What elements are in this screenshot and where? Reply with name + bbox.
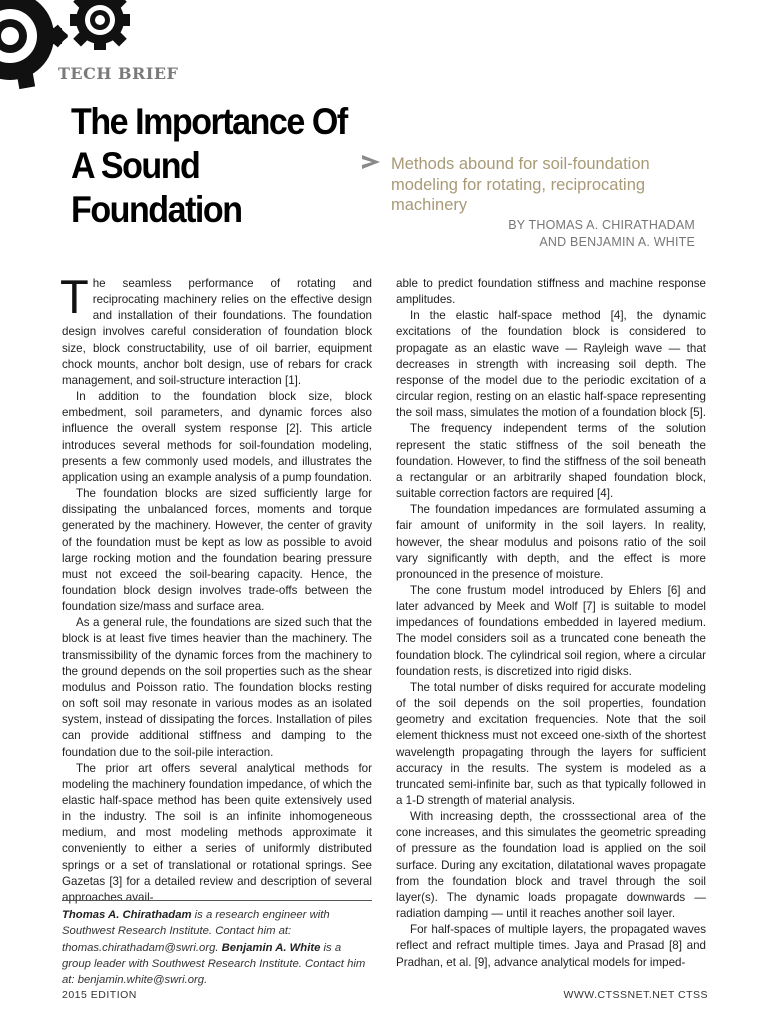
author-bio-text-1: is a research engineer with Southwest Research Institute. Contact him at: thomas.chirathadam@swri.org. <box>62 909 330 954</box>
chevron-right-icon <box>360 150 382 174</box>
paragraph <box>60 270 372 389</box>
paragraph: In addition to the foundation block size, block embedment, soil parameters, and dynamic forces also influence the overall system response [2]. This article introduces several methods for soil-foundation modeling, presents a few commonly used models, and illustrates the application using an example analysis of a pump foundation. <box>62 390 373 484</box>
byline-line-1: BY THOMAS A. CHIRATHADAM <box>508 218 695 232</box>
gears-logo-icon <box>0 0 150 110</box>
article-subtitle: Methods abound for soil-foundation modeling for rotating, reciprocating machinery <box>391 155 650 214</box>
paragraph: As a general rule, the foundations are sized such that the block is at least five times heavier than the machinery. The transmissibility of the dynamic forces from the machinery to the ground depends on the soil properties such as the shear modulus and Poisson ratio. The foundation blocks resting on soft soil may resonate in various modes as an isolated system, instead of dissipating the forces. Installation of piles can provide additional stiffness and damping to the foundation due to the soil-pile interaction. <box>62 616 372 759</box>
paragraph: The frequency independent terms of the solution represent the static stiffness of the soil beneath the foundation. However, to find the stiffness of the soil beneath a rectangular or an arbitrarily shaped foundation block, suitable correction factors are required [4]. <box>396 422 706 501</box>
paragraph: For half-spaces of multiple layers, the propagated waves reflect and refract multiple times. Jaya and Prasad [8] and Pradhan, et al. [9], advance analytical models for imped- <box>396 923 706 969</box>
paragraph: The total number of disks required for accurate modeling of the soil depends on the soil properties, foundation geometry and excitation frequencies. Note that the soil element thickness must not exceed one-sixth of the shortest wavelength propagating through the layers for sufficient accuracy in the results. The system is modeled as a truncated semi-infinite bar, such as that typically followed in a 1-D strength of material analysis. <box>396 680 706 807</box>
footer-edition: 2015 EDITION <box>62 989 137 1001</box>
article-column-right <box>396 276 706 971</box>
author-bio-text-2: is a group leader with Southwest Research Institute. Contact him at: benjamin.white@swri.org. <box>62 941 366 987</box>
section-tag: TECH BRIEF <box>58 64 179 83</box>
drop-cap: T <box>60 270 89 323</box>
paragraph-text: he seamless performance of rotating and reciprocating machinery relies on the effective design and installation of their foundations. The foundation design involves careful consideration of foundation block size, block constructability, use of oil barrier, equipment chock mounts, anchor bolt design, use of rebars for crack management, and soil-structure interaction [1]. <box>62 277 372 387</box>
article-column-left <box>60 270 373 906</box>
footer-website: WWW.CTSSNET.NET CTSS <box>563 989 708 1001</box>
paragraph: The foundation impedances are formulated assuming a fair amount of uniformity in the soil layers. In reality, however, the shear modulus and poisons ratio of the soil vary significantly with depth, and the effect is more pronounced in the presence of moisture. <box>396 503 706 581</box>
paragraph: The cone frustum model introduced by Ehlers [6] and later advanced by Meek and Wolf [7] is suitable to model impedances of foundations embedded in layered medium. The model considers soil as a truncated cone beneath the foundation block. The cylindrical soil region, where a circular foundation rests, is discretized into rigid disks. <box>396 583 706 678</box>
paragraph: In the elastic half-space method [4], the dynamic excitations of the foundation block is considered to propagate as an elastic wave — Rayleigh wave — that decreases in strength with increasing soil depth. The response of the model due to the periodic excitation of a circular region, resting on an elastic half-space representing the soil mass, simulates the motion of a foundation block [5]. <box>396 309 706 420</box>
byline-line-2: AND BENJAMIN A. WHITE <box>539 235 695 249</box>
paragraph: The prior art offers several analytical methods for modeling the machinery foundation impedance, of which the elastic half-space method has been quite extensively used in the industry. The soil is an infinite inhomogeneous medium, and most modeling methods approximate it conveniently to either a series of uniformly distributed springs or a set of translational or rotational springs. See Gazetas [3] for a detailed review and description of several approaches avail- <box>62 761 372 904</box>
paragraph: The foundation blocks are sized sufficiently large for dissipating the unbalanced forces, moments and torque generated by the machinery. However, the center of gravity of the foundation must be kept as low as possible to avoid large rocking motion and the foundation bearing pressure must not exceed the soil-bearing capacity. Hence, the foundation block design involves trade-offs between the foundation size/mass and surface area. <box>62 487 372 614</box>
paragraph: With increasing depth, the crosssectional area of the cone increases, and this simulates the geometric spreading of pressure as the foundation load is applied on the soil surface. During any excitation, dilatational waves propagate from the foundation block and travel through the soil layer(s). The dynamic loads propagate downwards — radiation damping — until it reaches another soil layer. <box>396 810 706 921</box>
paragraph: able to predict foundation stiffness and machine response amplitudes. <box>396 277 706 307</box>
author-name-1: Thomas A. Chirathadam <box>62 909 192 921</box>
byline <box>508 217 695 251</box>
author-bio <box>62 907 372 988</box>
bio-divider <box>62 900 372 901</box>
article-title: The Importance Of A Sound Foundation <box>71 101 347 230</box>
author-name-2: Benjamin A. White <box>221 941 321 954</box>
